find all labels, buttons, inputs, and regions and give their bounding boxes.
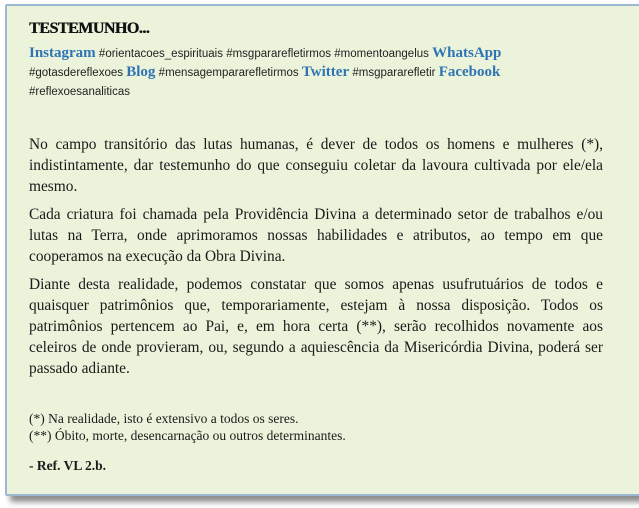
message-card bbox=[5, 4, 639, 496]
footnote: (*) Na realidade, isto é extensivo a todos os seres. bbox=[29, 411, 299, 426]
instagram-link[interactable]: Instagram bbox=[29, 45, 96, 61]
footnotes bbox=[29, 410, 633, 444]
page-title: TESTEMUNHO... bbox=[29, 20, 150, 37]
hashtag[interactable]: #msgpararefletir bbox=[352, 67, 436, 79]
paragraph: Diante desta realidade, podemos constatar que somos apenas usufrutuários de todos e quaisquer patrimônios que, temporariamente, estejam à nossa disposição. Todos os patrimônios pertencem ao Pai, e, em hora certa (**), serão recolhidos novamente aos celeiros de onde provieram, ou, segundo a aquiescência da Misericórdia Divina, poderá ser passado adiante. bbox=[29, 276, 603, 377]
hashtag[interactable]: #msgpararefletirmos bbox=[226, 48, 332, 60]
reference: - Ref. VL 2.b. bbox=[29, 458, 107, 473]
blog-link[interactable]: Blog bbox=[126, 64, 156, 80]
footnote: (**) Óbito, morte, desencarnação ou outros determinantes. bbox=[29, 428, 346, 443]
social-tags bbox=[29, 44, 633, 101]
hashtag[interactable]: #gotasdereflexoes bbox=[29, 67, 123, 79]
hashtag[interactable]: #orientacoes_espirituais bbox=[98, 48, 223, 60]
facebook-link[interactable]: Facebook bbox=[438, 64, 501, 80]
hashtag[interactable]: #momentoangelus bbox=[334, 48, 429, 60]
hashtag[interactable]: #reflexoesanaliticas bbox=[29, 86, 131, 98]
message-body bbox=[29, 134, 603, 379]
whatsapp-link[interactable]: WhatsApp bbox=[432, 45, 502, 61]
paragraph: Cada criatura foi chamada pela Providência Divina a determinado setor de trabalhos e/ou lutas na Terra, onde aprimoramos nossas habilidades e atributos, ao tempo em que cooperamos na execução da Obra Divina. bbox=[29, 206, 603, 265]
twitter-link[interactable]: Twitter bbox=[301, 64, 350, 80]
hashtag[interactable]: #mensagempararefletirmos bbox=[158, 67, 299, 79]
paragraph: No campo transitório das lutas humanas, é dever de todos os homens e mulheres (*), indistintamente, dar testemunho do que conseguiu coletar da lavoura cultivada por ele/ela mesmo. bbox=[29, 136, 603, 195]
